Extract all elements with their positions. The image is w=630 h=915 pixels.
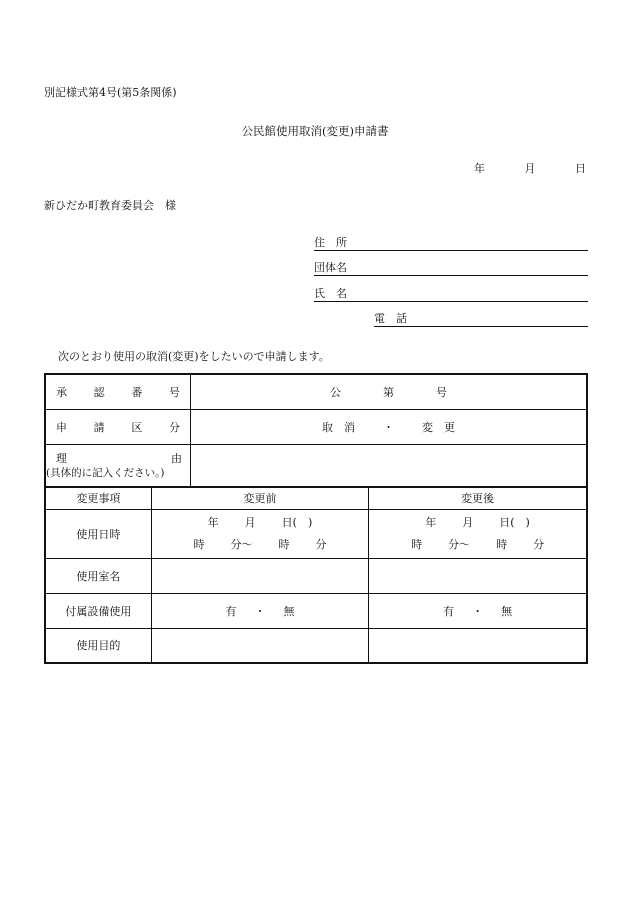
approval-number-label: 承 認 番 号: [45, 374, 191, 409]
after-datetime-cell[interactable]: 年 月 日( ) 時 分〜 時 分: [369, 510, 587, 559]
request-table: [44, 373, 588, 488]
form-title: 公民館使用取消(変更)申請書: [241, 124, 389, 138]
request-category-label: 申 請 区 分: [45, 409, 191, 444]
option-no[interactable]: 無: [283, 605, 295, 618]
change-item-header: 変更事項: [45, 487, 151, 510]
option-yes[interactable]: 有: [443, 605, 455, 618]
date-month: 月: [524, 162, 536, 175]
addressee: 新ひだか町教育委員会 様: [44, 199, 176, 212]
approval-number-cell[interactable]: 公 第 号: [191, 374, 588, 409]
before-purpose-cell[interactable]: [151, 629, 368, 663]
address-field[interactable]: [314, 236, 588, 251]
reason-cell[interactable]: [191, 444, 588, 487]
name-field[interactable]: [314, 287, 588, 302]
option-no[interactable]: 無: [501, 605, 513, 618]
option-change[interactable]: 変 更: [422, 420, 455, 434]
form-number: 別記様式第4号(第5条関係): [44, 86, 177, 99]
option-cancel[interactable]: 取 消: [322, 420, 355, 434]
date-year: 年: [474, 162, 485, 175]
before-equipment-cell[interactable]: 有 ・ 無: [151, 594, 368, 629]
group-name-label: 団体名: [314, 261, 347, 274]
request-category-cell[interactable]: 取 消 ・ 変 更: [191, 409, 588, 444]
address-label: 住 所: [314, 236, 347, 249]
room-name-label: 使用室名: [45, 559, 151, 594]
usage-datetime-label: 使用日時: [45, 510, 151, 559]
group-name-field[interactable]: [314, 261, 588, 276]
before-room-cell[interactable]: [151, 559, 368, 594]
phone-field[interactable]: [374, 312, 588, 327]
reason-label: 理 由 (具体的に記入ください。): [45, 444, 191, 487]
application-date: [474, 160, 586, 176]
option-yes[interactable]: 有: [225, 605, 237, 618]
before-change-header: 変更前: [151, 487, 368, 510]
phone-label: 電 話: [374, 312, 407, 325]
after-purpose-cell[interactable]: [369, 629, 587, 663]
date-day: 日: [575, 162, 586, 175]
change-table: [44, 486, 588, 664]
intro-text: 次のとおり使用の取消(変更)をしたいので申請します。: [58, 350, 330, 363]
after-room-cell[interactable]: [369, 559, 587, 594]
equipment-use-label: 付属設備使用: [45, 594, 151, 629]
usage-purpose-label: 使用目的: [45, 629, 151, 663]
after-change-header: 変更後: [369, 487, 587, 510]
before-datetime-cell[interactable]: 年 月 日( ) 時 分〜 時 分: [151, 510, 368, 559]
after-equipment-cell[interactable]: 有 ・ 無: [369, 594, 587, 629]
name-label: 氏 名: [314, 287, 347, 300]
